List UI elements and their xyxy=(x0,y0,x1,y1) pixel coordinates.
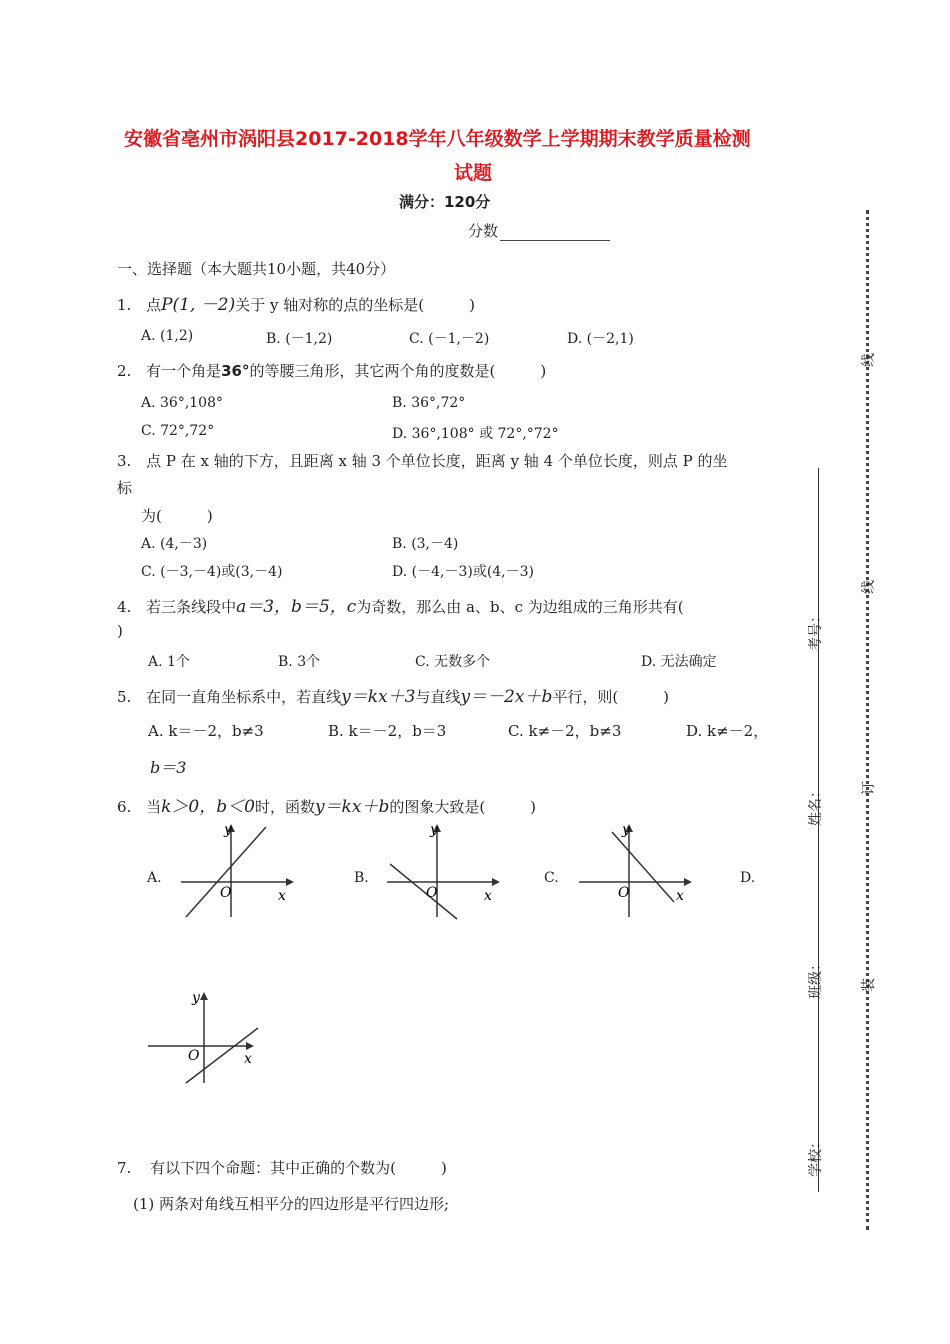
q6-text-pre: 当 xyxy=(146,798,162,816)
q2-option-b[interactable]: B. 36°,72° xyxy=(392,395,466,411)
question-2 xyxy=(117,360,546,381)
q6-c-y-label: y xyxy=(622,822,630,838)
q6-graph-a xyxy=(176,822,296,922)
q4-option-d[interactable]: D. 无法确定 xyxy=(641,654,717,670)
q4-option-a[interactable]: A. 1个 xyxy=(148,654,190,670)
class-label: 班级： xyxy=(808,957,824,999)
q3-text-answer: 为( ) xyxy=(141,507,213,525)
q6-b-x-label: x xyxy=(484,888,492,904)
question-7 xyxy=(117,1157,447,1178)
q6-a-y-label: y xyxy=(224,822,232,838)
q5-option-d[interactable]: D. k≠－2， xyxy=(686,722,769,740)
question-3 xyxy=(117,450,728,471)
question-4 xyxy=(117,592,684,617)
q4-text-pre: 若三条线段中 xyxy=(146,598,237,616)
page-title-line1: 安徽省亳州市涡阳县2017-2018学年八年级数学上学期期末教学质量检测 xyxy=(124,128,751,150)
q6-graph-d xyxy=(146,988,266,1088)
cut-mark-zhuang: 装 xyxy=(861,978,877,992)
q6-a-x-label: x xyxy=(278,888,286,904)
q2-option-d[interactable]: D. 36°,108° 或 72°,°72° xyxy=(392,426,559,442)
q3-text: 点 P 在 x 轴的下方，且距离 x 轴 3 个单位长度，距离 y 轴 4 个单位长度，则点 P 的坐 xyxy=(146,452,728,470)
binding-line xyxy=(818,468,819,1192)
q2-number: 2. xyxy=(117,362,132,380)
q1-math: P(1, －2) xyxy=(161,295,236,315)
score-label: 分数 xyxy=(468,222,499,240)
q6-text-post: 的图象大致是( ) xyxy=(389,798,537,816)
q7-text: 有以下四个命题：其中正确的个数为( ) xyxy=(150,1159,447,1177)
q5-text-pre: 在同一直角坐标系中，若直线 xyxy=(146,688,342,706)
q4-text-post: 为奇数，那么由 a、b、c 为边组成的三角形共有( xyxy=(356,598,684,616)
q6-option-b[interactable]: B. xyxy=(354,870,369,886)
q2-option-a[interactable]: A. 36°,108° xyxy=(141,395,223,411)
q3-option-a[interactable]: A. (4,－3) xyxy=(141,536,208,552)
cut-mark-ding: 订 xyxy=(861,781,877,795)
q6-option-a[interactable]: A. xyxy=(147,870,162,886)
q5-option-a[interactable]: A. k＝－2，b≠3 xyxy=(148,722,264,740)
cut-mark-line-2: 线 xyxy=(861,580,877,594)
q6-graph-b xyxy=(382,822,502,922)
question-6 xyxy=(117,792,536,817)
name-label: 姓名： xyxy=(808,784,824,826)
exam-no-label: 考号： xyxy=(808,609,824,651)
q5-math-1: y＝kx＋3 xyxy=(341,687,416,707)
q6-a-origin: O xyxy=(220,885,232,901)
q3-option-d[interactable]: D. (－4,－3)或(4,－3) xyxy=(392,564,535,580)
q6-text-mid: 时，函数 xyxy=(254,798,315,816)
question-1 xyxy=(117,290,475,315)
q6-d-y-label: y xyxy=(192,990,200,1006)
q6-option-d[interactable]: D. xyxy=(740,870,756,886)
q3-number: 3. xyxy=(117,452,132,470)
q6-option-c[interactable]: C. xyxy=(544,870,559,886)
q3-option-b[interactable]: B. (3,－4) xyxy=(392,536,459,552)
q6-c-origin: O xyxy=(618,885,630,901)
q1-number: 1. xyxy=(117,296,132,314)
q1-text-post: 关于 y 轴对称的点的坐标是( ) xyxy=(235,296,475,314)
score-field xyxy=(468,220,610,241)
q2-option-c[interactable]: C. 72°,72° xyxy=(141,423,215,439)
q4-math: a＝3，b＝5，c xyxy=(236,597,357,617)
q6-b-origin: O xyxy=(426,885,438,901)
section-heading: 一、选择题（本大题共10小题，共40分） xyxy=(117,260,396,278)
q6-math-2: y＝kx＋b xyxy=(314,797,390,817)
q5-option-d-cont: b＝3 xyxy=(150,758,187,777)
q1-option-a[interactable]: A. (1,2) xyxy=(141,328,194,344)
q6-b-y-label: y xyxy=(430,822,438,838)
q6-graph-c xyxy=(574,822,694,922)
q5-math-2: y＝－2x＋b xyxy=(460,687,553,707)
q2-text-post: 的等腰三角形，其它两个角的度数是( ) xyxy=(249,362,547,380)
q5-option-b[interactable]: B. k＝－2，b＝3 xyxy=(328,722,447,740)
q3-option-c[interactable]: C. (－3,－4)或(3,－4) xyxy=(141,564,283,580)
cut-mark-line-1: 线 xyxy=(861,353,877,367)
q6-math-1: k＞0，b＜0 xyxy=(161,797,255,817)
q6-d-origin: O xyxy=(188,1048,200,1064)
q4-option-c[interactable]: C. 无数多个 xyxy=(415,654,491,670)
q6-number: 6. xyxy=(117,798,132,816)
q2-text-pre: 有一个角是 xyxy=(146,362,222,380)
q1-option-c[interactable]: C. (－1,－2) xyxy=(409,331,490,347)
page-title-line2: 试题 xyxy=(454,162,493,184)
full-marks: 满分：120分 xyxy=(399,193,491,211)
q5-text-post: 平行，则( ) xyxy=(552,688,670,706)
score-blank[interactable] xyxy=(500,226,610,241)
q7-number: 7. xyxy=(117,1159,132,1177)
q1-option-d[interactable]: D. (－2,1) xyxy=(567,331,634,347)
q5-option-c[interactable]: C. k≠－2，b≠3 xyxy=(508,722,622,740)
q4-number: 4. xyxy=(117,598,132,616)
q5-text-mid: 与直线 xyxy=(415,688,461,706)
question-5 xyxy=(117,682,669,707)
q6-d-x-label: x xyxy=(244,1051,252,1067)
q2-math: 36° xyxy=(221,362,250,380)
school-label: 学校： xyxy=(808,1135,824,1177)
q1-option-b[interactable]: B. (－1,2) xyxy=(266,331,333,347)
q1-text-pre: 点 xyxy=(146,296,162,314)
q5-number: 5. xyxy=(117,688,132,706)
q4-option-b[interactable]: B. 3个 xyxy=(278,654,321,670)
q3-text-cont: 标 xyxy=(117,479,133,497)
q6-c-x-label: x xyxy=(676,888,684,904)
q7-item-1: (1) 两条对角线互相平分的四边形是平行四边形; xyxy=(133,1195,450,1213)
q4-text-cont: ) xyxy=(117,622,123,640)
